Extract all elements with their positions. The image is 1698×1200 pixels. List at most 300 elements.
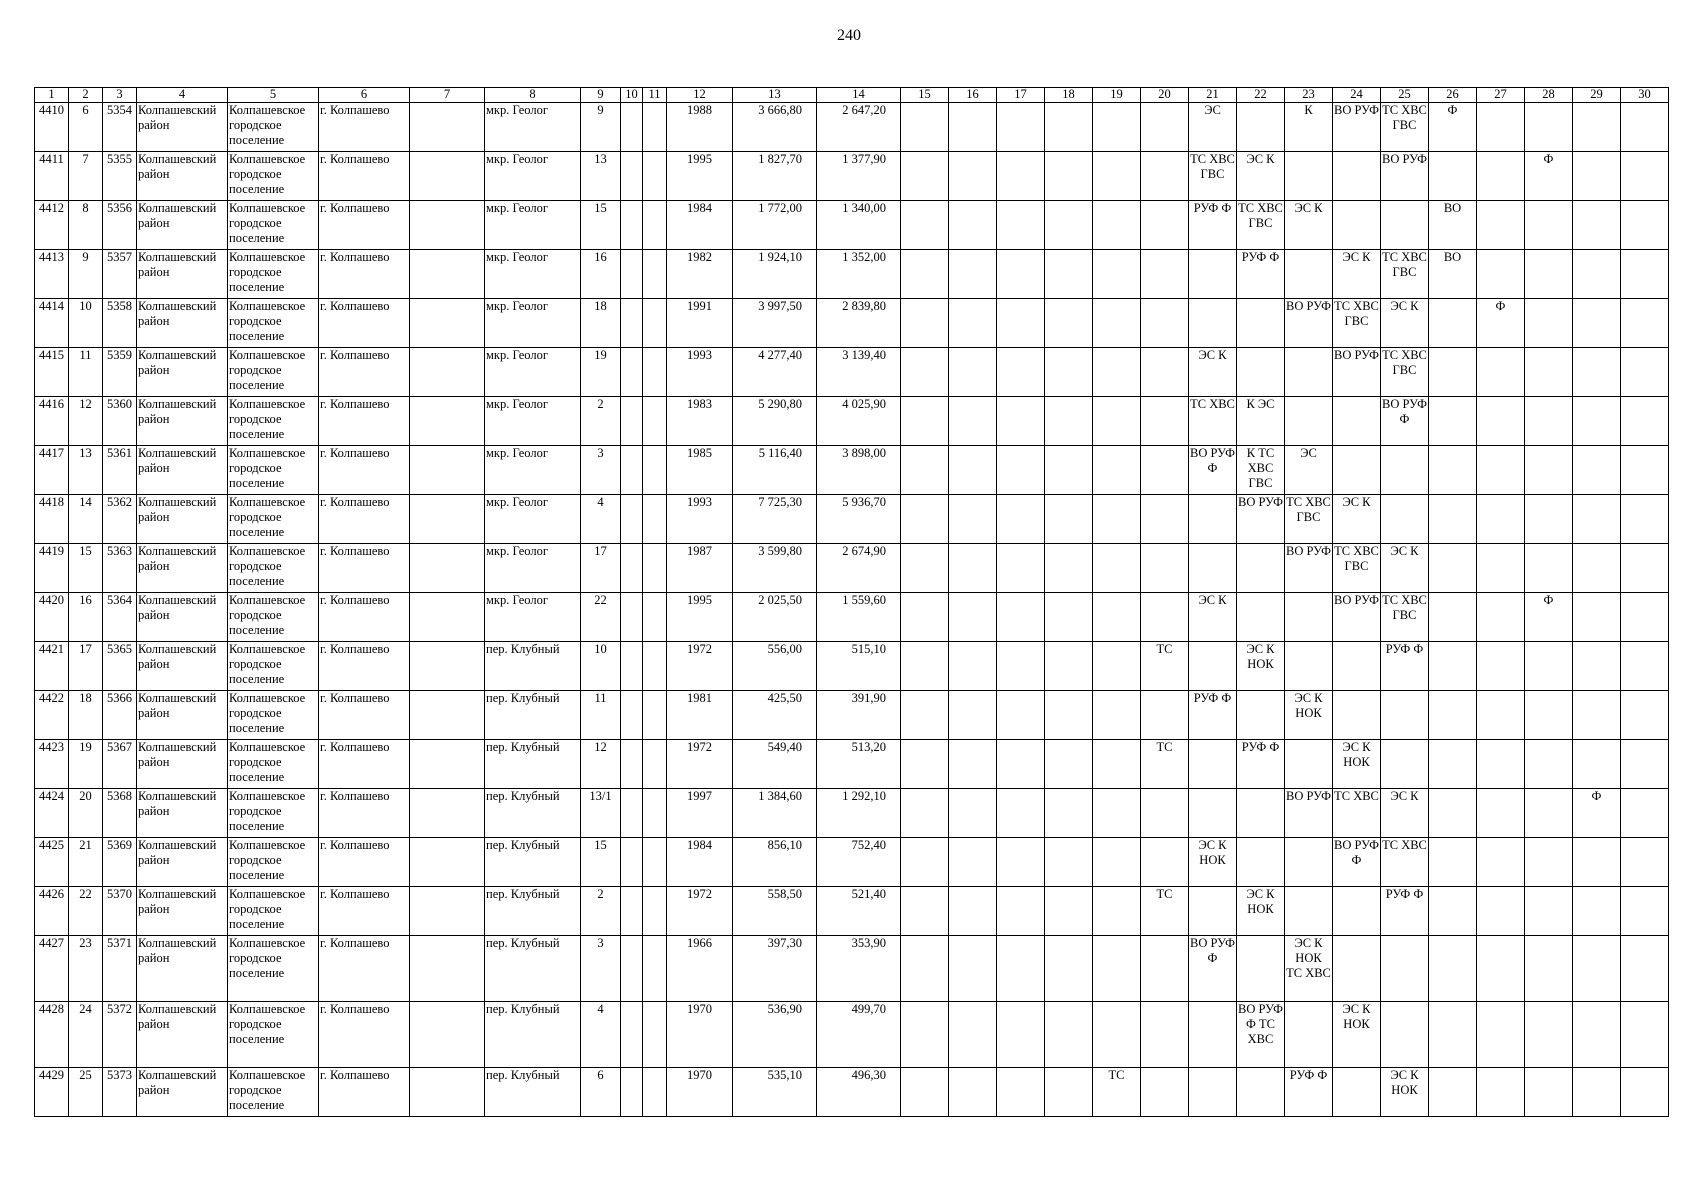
table-cell	[1573, 446, 1621, 495]
table-cell	[1141, 152, 1189, 201]
column-number-header: 1	[35, 88, 69, 103]
table-cell: 18	[581, 299, 621, 348]
table-cell	[1285, 838, 1333, 887]
table-cell: ВО РУФ	[1381, 152, 1429, 201]
table-cell: ЭС К	[1381, 299, 1429, 348]
table-cell: 1970	[667, 1002, 733, 1068]
table-cell: Колпашевский район	[137, 446, 228, 495]
table-cell: 15	[581, 838, 621, 887]
column-number-header: 4	[137, 88, 228, 103]
table-cell	[621, 789, 643, 838]
table-cell	[1285, 642, 1333, 691]
table-cell: Колпашевское городское поселение	[228, 789, 319, 838]
table-cell: 9	[581, 103, 621, 152]
table-cell	[410, 1068, 485, 1117]
table-cell: мкр. Геолог	[485, 103, 581, 152]
table-cell	[1525, 642, 1573, 691]
table-row	[35, 691, 1669, 740]
table-cell	[1429, 1002, 1477, 1068]
table-cell	[901, 348, 949, 397]
table-cell	[1093, 642, 1141, 691]
table-cell	[1045, 397, 1093, 446]
table-cell: ТС ХВС ГВС	[1189, 152, 1237, 201]
table-cell	[621, 544, 643, 593]
table-cell	[1333, 397, 1381, 446]
table-cell: ВО РУФ	[1285, 789, 1333, 838]
table-cell	[621, 642, 643, 691]
table-row	[35, 1002, 1669, 1068]
table-cell	[1621, 299, 1669, 348]
table-cell	[1141, 838, 1189, 887]
table-cell	[1045, 299, 1093, 348]
table-cell	[643, 838, 667, 887]
table-cell	[1477, 103, 1525, 152]
table-cell: ВО РУФ	[1333, 348, 1381, 397]
table-cell	[621, 691, 643, 740]
table-cell: г. Колпашево	[319, 201, 410, 250]
table-cell: Колпашевский район	[137, 789, 228, 838]
table-cell	[1429, 495, 1477, 544]
table-cell: РУФ Ф	[1237, 740, 1285, 789]
table-cell	[901, 544, 949, 593]
column-number-header: 18	[1045, 88, 1093, 103]
table-cell	[901, 152, 949, 201]
table-cell	[1237, 544, 1285, 593]
table-cell	[1189, 789, 1237, 838]
table-cell: мкр. Геолог	[485, 299, 581, 348]
table-row	[35, 299, 1669, 348]
table-cell: 23	[69, 936, 103, 1002]
table-cell: 4419	[35, 544, 69, 593]
table-cell: 13	[69, 446, 103, 495]
table-cell: ТС ХВС ГВС	[1381, 348, 1429, 397]
table-cell	[621, 446, 643, 495]
table-cell	[1525, 936, 1573, 1002]
table-cell	[643, 691, 667, 740]
table-cell: 1 352,00	[817, 250, 901, 299]
table-cell	[1189, 1068, 1237, 1117]
table-cell: 19	[581, 348, 621, 397]
table-cell: 2 025,50	[733, 593, 817, 642]
table-cell	[949, 838, 997, 887]
table-cell: К ТС ХВС ГВС	[1237, 446, 1285, 495]
table-cell: 4 025,90	[817, 397, 901, 446]
table-cell	[1381, 201, 1429, 250]
table-cell: 1970	[667, 1068, 733, 1117]
column-number-header: 28	[1525, 88, 1573, 103]
table-cell	[949, 691, 997, 740]
table-cell: 22	[581, 593, 621, 642]
table-cell	[949, 299, 997, 348]
table-cell	[1189, 544, 1237, 593]
table-cell	[1045, 887, 1093, 936]
table-cell	[410, 642, 485, 691]
table-cell: 397,30	[733, 936, 817, 1002]
table-cell	[410, 593, 485, 642]
table-cell: 5363	[103, 544, 137, 593]
table-cell	[997, 348, 1045, 397]
table-cell	[997, 887, 1045, 936]
table-cell	[410, 250, 485, 299]
table-cell: 11	[581, 691, 621, 740]
table-cell	[1573, 201, 1621, 250]
table-cell: 6	[69, 103, 103, 152]
column-number-header: 16	[949, 88, 997, 103]
table-cell	[1573, 740, 1621, 789]
table-cell	[949, 348, 997, 397]
table-cell	[410, 740, 485, 789]
table-cell	[901, 495, 949, 544]
table-cell	[410, 103, 485, 152]
table-cell	[1525, 495, 1573, 544]
table-cell	[1237, 838, 1285, 887]
table-cell: 5369	[103, 838, 137, 887]
table-cell	[997, 495, 1045, 544]
table-cell: 19	[69, 740, 103, 789]
table-cell: ЭС	[1189, 103, 1237, 152]
table-cell: Колпашевский район	[137, 1068, 228, 1117]
table-cell	[1045, 250, 1093, 299]
table-cell	[1381, 740, 1429, 789]
table-cell: 5366	[103, 691, 137, 740]
table-cell	[1045, 1068, 1093, 1117]
table-cell	[621, 103, 643, 152]
table-cell	[901, 1068, 949, 1117]
table-cell	[1525, 446, 1573, 495]
table-cell: 21	[69, 838, 103, 887]
table-cell	[1093, 250, 1141, 299]
table-cell: 353,90	[817, 936, 901, 1002]
table-cell	[1333, 201, 1381, 250]
table-cell	[1573, 642, 1621, 691]
table-cell: г. Колпашево	[319, 152, 410, 201]
table-cell: Ф	[1477, 299, 1525, 348]
table-cell: 17	[581, 544, 621, 593]
table-cell	[1093, 103, 1141, 152]
table-cell	[1573, 936, 1621, 1002]
table-cell: ВО	[1429, 250, 1477, 299]
table-cell	[1477, 642, 1525, 691]
table-cell	[643, 642, 667, 691]
table-cell	[1429, 642, 1477, 691]
table-cell: ВО	[1429, 201, 1477, 250]
table-cell	[949, 887, 997, 936]
table-cell: 1984	[667, 838, 733, 887]
table-cell	[1045, 201, 1093, 250]
table-cell	[949, 740, 997, 789]
table-cell: пер. Клубный	[485, 789, 581, 838]
table-cell: 1972	[667, 740, 733, 789]
table-cell	[1093, 152, 1141, 201]
table-cell: 10	[69, 299, 103, 348]
table-cell: пер. Клубный	[485, 887, 581, 936]
table-cell	[1477, 495, 1525, 544]
table-cell: 20	[69, 789, 103, 838]
table-cell	[1621, 936, 1669, 1002]
table-cell: 5371	[103, 936, 137, 1002]
table-cell	[1045, 446, 1093, 495]
table-cell	[1429, 1068, 1477, 1117]
table-row	[35, 250, 1669, 299]
table-cell	[1477, 348, 1525, 397]
table-cell: 5364	[103, 593, 137, 642]
table-cell: 9	[69, 250, 103, 299]
table-cell	[410, 397, 485, 446]
table-cell: ЭС К НОК	[1333, 740, 1381, 789]
table-cell: мкр. Геолог	[485, 495, 581, 544]
table-cell	[1525, 691, 1573, 740]
table-cell	[901, 593, 949, 642]
table-cell: Колпашевский район	[137, 642, 228, 691]
table-cell	[997, 152, 1045, 201]
table-cell: Колпашевский район	[137, 103, 228, 152]
table-cell: 4425	[35, 838, 69, 887]
table-cell: 18	[69, 691, 103, 740]
table-cell	[1093, 789, 1141, 838]
table-cell	[1621, 642, 1669, 691]
table-cell	[1333, 887, 1381, 936]
table-cell: г. Колпашево	[319, 887, 410, 936]
table-cell: 3 898,00	[817, 446, 901, 495]
table-cell	[1429, 152, 1477, 201]
table-cell	[1621, 789, 1669, 838]
column-number-header: 30	[1621, 88, 1669, 103]
table-cell	[1141, 446, 1189, 495]
table-cell	[949, 642, 997, 691]
table-cell: 5 290,80	[733, 397, 817, 446]
table-cell: Колпашевское городское поселение	[228, 544, 319, 593]
table-cell: 16	[69, 593, 103, 642]
table-cell	[1525, 348, 1573, 397]
table-row	[35, 348, 1669, 397]
table-cell	[997, 103, 1045, 152]
table-cell	[1093, 887, 1141, 936]
column-number-header: 2	[69, 88, 103, 103]
table-cell: мкр. Геолог	[485, 201, 581, 250]
table-cell: г. Колпашево	[319, 397, 410, 446]
table-row	[35, 740, 1669, 789]
column-number-header: 8	[485, 88, 581, 103]
table-cell: ТС ХВС ГВС	[1381, 103, 1429, 152]
table-cell	[1237, 789, 1285, 838]
column-number-header: 25	[1381, 88, 1429, 103]
table-cell	[1045, 152, 1093, 201]
table-cell	[1621, 887, 1669, 936]
table-cell: 2	[581, 887, 621, 936]
table-cell	[1285, 152, 1333, 201]
table-cell	[1525, 1068, 1573, 1117]
table-cell: ТС ХВС	[1333, 789, 1381, 838]
table-cell: 536,90	[733, 1002, 817, 1068]
table-cell: Колпашевский район	[137, 495, 228, 544]
table-cell: 3 139,40	[817, 348, 901, 397]
table-cell	[1429, 838, 1477, 887]
table-cell	[1573, 691, 1621, 740]
table-cell: пер. Клубный	[485, 1068, 581, 1117]
table-cell	[410, 348, 485, 397]
table-cell	[621, 1068, 643, 1117]
table-cell	[1573, 250, 1621, 299]
table-cell	[901, 103, 949, 152]
table-cell	[1141, 1068, 1189, 1117]
table-cell	[1621, 1068, 1669, 1117]
table-cell	[1285, 250, 1333, 299]
table-cell	[643, 1068, 667, 1117]
table-cell: ЭС	[1285, 446, 1333, 495]
table-cell: 22	[69, 887, 103, 936]
table-cell	[1045, 348, 1093, 397]
table-cell	[1141, 250, 1189, 299]
table-cell: ЭС К НОК	[1237, 887, 1285, 936]
table-cell	[1429, 740, 1477, 789]
table-cell	[621, 348, 643, 397]
table-cell: 4	[581, 1002, 621, 1068]
table-cell	[1525, 838, 1573, 887]
table-cell: г. Колпашево	[319, 642, 410, 691]
table-cell: 17	[69, 642, 103, 691]
table-cell: Колпашевское городское поселение	[228, 936, 319, 1002]
table-cell	[1285, 887, 1333, 936]
table-cell: 1 340,00	[817, 201, 901, 250]
table-cell: г. Колпашево	[319, 936, 410, 1002]
table-cell: пер. Клубный	[485, 691, 581, 740]
table-cell: г. Колпашево	[319, 789, 410, 838]
table-cell	[997, 201, 1045, 250]
table-cell	[1477, 1068, 1525, 1117]
table-row	[35, 887, 1669, 936]
table-cell	[1525, 201, 1573, 250]
table-cell: 5367	[103, 740, 137, 789]
table-cell	[901, 299, 949, 348]
table-cell	[1237, 936, 1285, 1002]
table-cell: К ЭС	[1237, 397, 1285, 446]
table-cell	[1237, 1068, 1285, 1117]
table-cell: ВО РУФ Ф	[1189, 936, 1237, 1002]
table-cell	[410, 299, 485, 348]
table-cell	[621, 887, 643, 936]
table-cell	[997, 1068, 1045, 1117]
table-cell	[1285, 1002, 1333, 1068]
table-row	[35, 201, 1669, 250]
table-cell	[1477, 446, 1525, 495]
table-cell: Колпашевское городское поселение	[228, 201, 319, 250]
table-cell	[643, 887, 667, 936]
table-cell	[1621, 397, 1669, 446]
table-cell	[1429, 348, 1477, 397]
table-cell: Колпашевское городское поселение	[228, 1068, 319, 1117]
table-cell	[901, 642, 949, 691]
table-cell: мкр. Геолог	[485, 593, 581, 642]
table-cell	[1237, 593, 1285, 642]
table-cell: ЭС К	[1381, 544, 1429, 593]
table-cell	[1573, 1068, 1621, 1117]
table-cell	[901, 740, 949, 789]
table-cell: 1972	[667, 642, 733, 691]
table-cell: 1984	[667, 201, 733, 250]
table-cell	[1141, 397, 1189, 446]
table-cell	[1237, 691, 1285, 740]
table-cell: ТС ХВС ГВС	[1237, 201, 1285, 250]
table-cell	[1285, 348, 1333, 397]
table-cell: Колпашевский район	[137, 152, 228, 201]
table-cell: 1966	[667, 936, 733, 1002]
table-cell: Колпашевское городское поселение	[228, 691, 319, 740]
table-cell	[1429, 887, 1477, 936]
table-cell: г. Колпашево	[319, 593, 410, 642]
table-cell	[997, 838, 1045, 887]
table-cell: пер. Клубный	[485, 740, 581, 789]
table-cell: ТС	[1141, 642, 1189, 691]
table-cell	[1573, 348, 1621, 397]
table-cell: г. Колпашево	[319, 691, 410, 740]
table-cell: 2	[581, 397, 621, 446]
table-cell	[1621, 103, 1669, 152]
table-cell	[410, 936, 485, 1002]
table-cell	[643, 593, 667, 642]
table-cell: 1982	[667, 250, 733, 299]
table-cell: мкр. Геолог	[485, 348, 581, 397]
table-cell	[1285, 740, 1333, 789]
table-cell: Колпашевское городское поселение	[228, 348, 319, 397]
table-cell	[997, 642, 1045, 691]
table-cell	[410, 152, 485, 201]
table-cell: Колпашевское городское поселение	[228, 299, 319, 348]
table-cell	[901, 691, 949, 740]
table-cell	[1525, 789, 1573, 838]
table-cell: мкр. Геолог	[485, 446, 581, 495]
column-number-header: 29	[1573, 88, 1621, 103]
table-cell: ТС	[1093, 1068, 1141, 1117]
table-cell: ТС ХВС ГВС	[1285, 495, 1333, 544]
table-cell	[997, 446, 1045, 495]
table-cell	[1381, 1002, 1429, 1068]
table-cell: пер. Клубный	[485, 838, 581, 887]
column-number-header: 22	[1237, 88, 1285, 103]
table-cell	[1189, 1002, 1237, 1068]
table-cell	[1093, 936, 1141, 1002]
table-cell: 15	[69, 544, 103, 593]
table-cell	[1573, 887, 1621, 936]
table-cell: пер. Клубный	[485, 936, 581, 1002]
table-row	[35, 397, 1669, 446]
table-cell: 499,70	[817, 1002, 901, 1068]
table-cell: 1 559,60	[817, 593, 901, 642]
table-cell	[1621, 740, 1669, 789]
table-cell: 5 936,70	[817, 495, 901, 544]
table-cell	[949, 936, 997, 1002]
table-cell: ТС ХВС ГВС	[1381, 593, 1429, 642]
table-cell: 11	[69, 348, 103, 397]
table-cell	[1621, 201, 1669, 250]
table-cell	[997, 1002, 1045, 1068]
table-cell: 1 292,10	[817, 789, 901, 838]
table-cell: 1987	[667, 544, 733, 593]
table-cell	[901, 1002, 949, 1068]
table-cell: г. Колпашево	[319, 103, 410, 152]
table-cell: РУФ Ф	[1381, 887, 1429, 936]
table-cell	[1525, 299, 1573, 348]
table-cell	[901, 789, 949, 838]
table-cell: 3	[581, 936, 621, 1002]
table-cell: 1991	[667, 299, 733, 348]
table-cell	[949, 201, 997, 250]
table-cell: 4	[581, 495, 621, 544]
table-cell	[643, 446, 667, 495]
table-cell	[1333, 152, 1381, 201]
table-cell: 3 666,80	[733, 103, 817, 152]
table-cell: 5368	[103, 789, 137, 838]
table-cell: мкр. Геолог	[485, 152, 581, 201]
